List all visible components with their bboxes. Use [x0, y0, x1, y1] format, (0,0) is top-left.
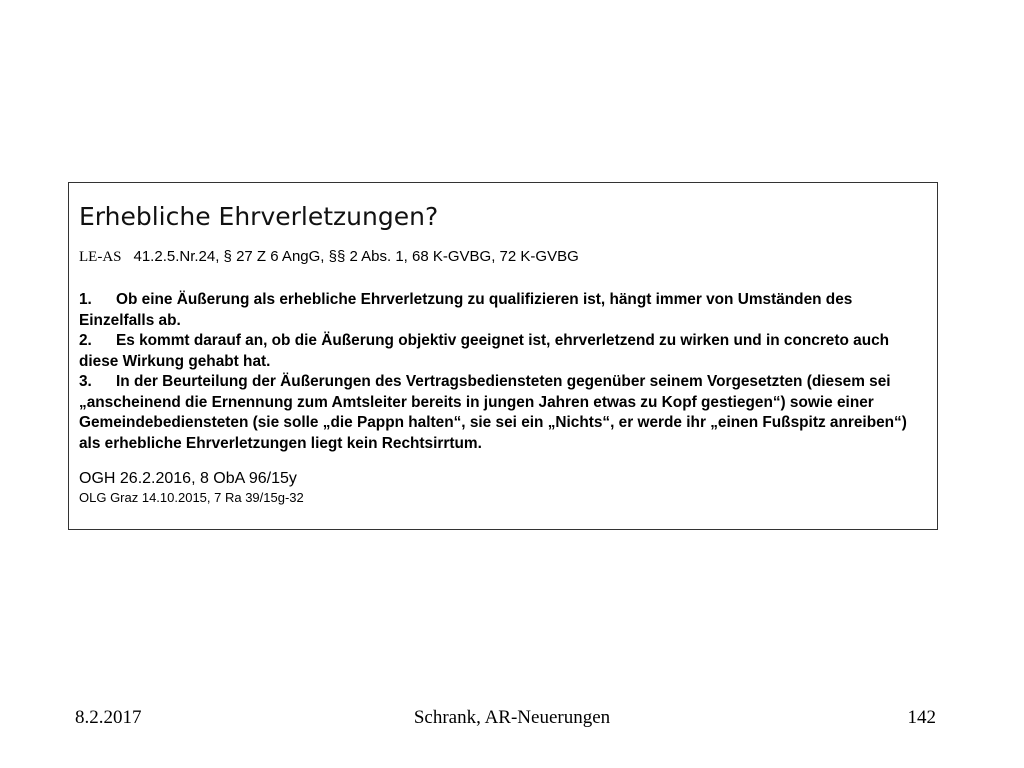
holding-item-1 [79, 290, 927, 331]
holding-item-2 [79, 331, 927, 372]
holding-text: Es kommt darauf an, ob die Äußerung objektiv geeignet ist, ehrverletzend zu wirken und in concreto auch diese Wirkung gehabt hat. [79, 332, 890, 370]
reference-text: 41.2.5.Nr.24, § 27 Z 6 AngG, §§ 2 Abs. 1, 68 K-GVBG, 72 K-GVBG [133, 248, 579, 265]
citation-olg: OLG Graz 14.10.2015, 7 Ra 39/15g-32 [79, 490, 304, 505]
holding-item-3 [79, 372, 927, 454]
legal-reference [79, 247, 927, 267]
footer-author-title: Schrank, AR-Neuerungen [413, 707, 611, 728]
holding-number: 3. [79, 373, 92, 390]
holding-text: In der Beurteilung der Äußerungen des Vertragsbediensteten gegenüber seinem Vorgesetzten (diesem sei „anscheinend die Ernennung zum Amtsleiter bereits in jungen Jahren etwas zu Kopf gestiegen“) sowie einer Gemeindebediensteten (sie solle „die Pappn halten“, sie sei ein „Nichts“, er werde ihr „einen Fußspitz anreiben“) als erhebliche Ehrverletzungen liegt kein Rechtsirrtum. [79, 373, 907, 452]
reference-source: LE-AS [79, 249, 122, 265]
content-box [68, 182, 938, 530]
slide-title: Erhebliche Ehrverletzungen? [79, 202, 439, 231]
holding-text: Ob eine Äußerung als erhebliche Ehrverletzung zu qualifizieren ist, hängt immer von Umständen des Einzelfalls ab. [79, 291, 853, 329]
footer-date: 8.2.2017 [75, 707, 142, 728]
holding-number: 1. [79, 291, 92, 308]
footer-page-number: 142 [907, 707, 936, 728]
holdings-list [79, 290, 927, 454]
citation-ogh: OGH 26.2.2016, 8 ObA 96/15y [79, 470, 297, 487]
holding-number: 2. [79, 332, 92, 349]
